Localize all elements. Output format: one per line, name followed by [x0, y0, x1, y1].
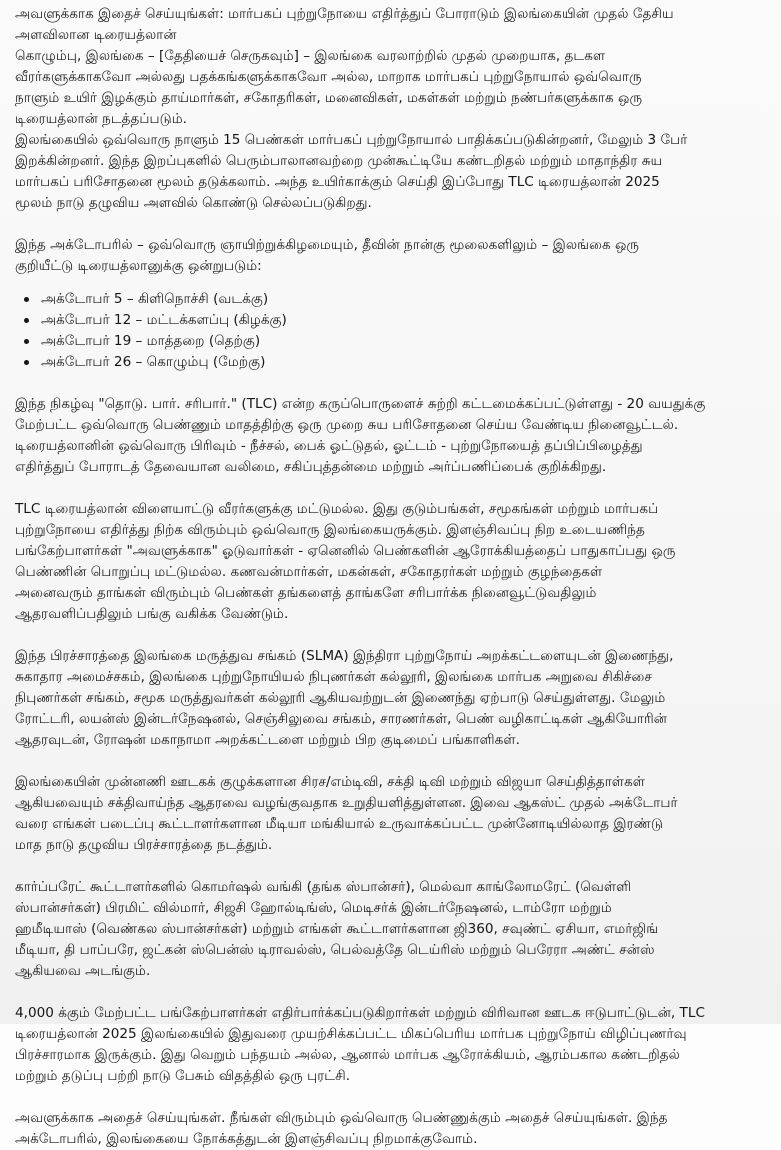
theme-line: இந்த நிகழ்வு "தொடு. பார். சரிபார்." (TLC) என்ற கருப்பொருளைச் சுற்றி கட்டமைக்கப்பட்டுள்ளது - 20 வயதுக்கு	[15, 396, 706, 412]
participants-line: ஆதரவளிப்பதிலும் பங்கு வகிக்க வேண்டும்.	[15, 606, 289, 622]
intro-line: வீரர்களுக்காகவோ அல்லது பதக்கங்களுக்காகவோ அல்ல, மாறாக மார்பகப் புற்றுநோயால் ஒவ்வொரு	[15, 69, 642, 85]
theme-line: மேற்பட்ட ஒவ்வொரு பெண்ணும் மாதத்திற்கு ஒரு முறை சுய பரிசோதனை செய்ய வேண்டிய நினைவூட்டல்.	[15, 417, 679, 433]
stats-line: மார்பகப் பரிசோதனை மூலம் தடுக்கலாம். அந்த உயிர்காக்கும் செய்தி இப்போது TLC டிரையத்லான் 2025	[15, 174, 660, 190]
media-line: இலங்கையின் முன்னணி ஊடகக் குழுக்களான சிரச/எம்டிவி, சக்தி டிவி மற்றும் விஜயா செய்தித்தாள்கள்	[15, 774, 646, 790]
impact-line: பிரச்சாரமாக இருக்கும். இது வெறும் பந்தயம் அல்ல, ஆனால் மார்பக ஆரோக்கியம், ஆரம்பகால கண்டறிதல்	[15, 1047, 680, 1063]
participants-line: அனைவரும் தாங்கள் விரும்பும் பெண்கள் தங்களைத் தாங்களே சரிபார்க்க நினைவூட்டுவதிலும்	[15, 585, 597, 601]
stats-line: இறக்கின்றனர். இந்த இறப்புகளில் பெரும்பாலானவற்றை முன்கூட்டியே கண்டறிதல் மற்றும் மாதாந்திர சுய	[15, 153, 663, 169]
sponsors-line: கார்ப்பரேட் கூட்டாளர்களில் கொமர்ஷல் வங்கி (தங்க ஸ்பான்சர்), மெல்வா காங்லோமரேட் (வெள்ளி	[15, 879, 632, 895]
headline-line: அளவிலான டிரையத்லான்	[15, 27, 177, 43]
list-item: அக்டோபர் 19 – மாத்தறை (தெற்கு)	[41, 331, 767, 352]
organizers-line: நிபுணர்கள் சங்கம், சமூக மருத்துவர்கள் கல்லூரி ஆகியவற்றுடன் இணைந்து ஏற்பாடு செய்துள்ளது. மேலும்	[15, 690, 666, 706]
participants-line: TLC டிரையத்லான் விளையாட்டு வீரர்களுக்கு மட்டுமல்ல. இது குடும்பங்கள், சமூகங்கள் மற்றும் மார்பகப்	[15, 501, 659, 517]
sponsors-line: ஹமீடியாஸ் (வெண்கல ஸ்பான்சர்கள்) மற்றும் எங்கள் கூட்டாளர்களான ஜி360, சவுண்ட் ஏசியா, எமர்ஜிங்	[15, 921, 659, 937]
sponsors-line: ஆகியவை அடங்கும்.	[15, 963, 151, 979]
stats-paragraph	[15, 130, 767, 214]
theme-paragraph	[15, 394, 767, 478]
list-item: அக்டோபர் 12 – மட்டக்களப்பு (கிழக்கு)	[41, 310, 767, 331]
media-line: வரை எங்கள் படைப்பு கூட்டாளர்களான மீடியா மங்கியால் உருவாக்கப்பட்ட முன்னோடியில்லாத இரண்டு	[15, 816, 664, 832]
impact-paragraph	[15, 1003, 767, 1087]
october-line: இந்த அக்டோபரில் – ஒவ்வொரு ஞாயிற்றுக்கிழமையும், தீவின் நான்கு மூலைகளிலும் – இலங்கை ஒரு	[15, 237, 639, 253]
impact-line: மற்றும் தடுப்பு பற்றி நாடு பேசும் விதத்தில் ஒரு புரட்சி.	[15, 1068, 351, 1084]
participants-paragraph	[15, 499, 767, 625]
media-line: ஆகியவையும் சக்திவாய்ந்த ஆதரவை வழங்குவதாக உறுதியளித்துள்ளன. இவை ஆகஸ்ட் முதல் அக்டோபர்	[15, 795, 678, 811]
organizers-paragraph	[15, 646, 767, 751]
closing-line: அவளுக்காக அதைச் செய்யுங்கள். நீங்கள் விரும்பும் ஒவ்வொரு பெண்ணுக்கும் அதைச் செய்யுங்கள். இந்த	[15, 1110, 668, 1126]
october-line: குறியீட்டு டிரையத்லானுக்கு ஒன்றுபடும்:	[15, 258, 262, 274]
stats-line: மூலம் நாடு தழுவிய அளவில் கொண்டு செல்லப்படுகிறது.	[15, 195, 372, 211]
october-paragraph	[15, 235, 767, 277]
list-item: அக்டோபர் 26 – கொழும்பு (மேற்கு)	[41, 352, 767, 373]
media-paragraph	[15, 772, 767, 856]
impact-line: டிரையத்லான் 2025 இலங்கையில் இதுவரை முயற்சிக்கப்பட்ட மிகப்பெரிய மார்பக புற்றுநோய் விழிப்புணர்வு	[15, 1026, 687, 1042]
sponsors-line: மீடியா, தி பாப்பரே, ஜட்கன் ஸ்பென்ஸ் டிராவல்ஸ், பெல்வத்தே டெய்ரிஸ் மற்றும் பெரேரா அண்ட் சன்ஸ்	[15, 942, 655, 958]
theme-line: டிரையத்லானின் ஒவ்வொரு பிரிவும் - நீச்சல், பைக் ஓட்டுதல், ஓட்டம் - புற்றுநோயைத் தப்பிப்பிழைத்து	[15, 438, 643, 454]
sponsors-paragraph	[15, 877, 767, 982]
headline-line: அவளுக்காக இதைச் செய்யுங்கள்: மார்பகப் புற்றுநோயை எதிர்த்துப் போராடும் இலங்கையின் முதல் தேசிய	[15, 6, 674, 22]
impact-line: 4,000 க்கும் மேற்பட்ட பங்கேற்பாளர்கள் எதிர்பார்க்கப்படுகிறார்கள் மற்றும் விரிவான ஊடக ஈடுபாட்டுடன், TLC	[15, 1005, 705, 1021]
intro-paragraph	[15, 46, 767, 130]
organizers-line: சுகாதார அமைச்சகம், இலங்கை புற்றுநோயியல் நிபுணர்கள் கல்லூரி, இலங்கை மார்பக அறுவை சிகிச்சை	[15, 669, 652, 685]
participants-line: பெண்ணின் பொறுப்பு மட்டுமல்ல. கணவன்மார்கள், மகன்கள், சகோதரர்கள் மற்றும் குழந்தைகள்	[15, 564, 603, 580]
headline	[15, 4, 767, 46]
organizers-line: இந்த பிரச்சாரத்தை இலங்கை மருத்துவ சங்கம் (SLMA) இந்திரா புற்றுநோய் அறக்கட்டளையுடன் இணைந்து,	[15, 648, 674, 664]
intro-line: நாளும் உயிர் இழக்கும் தாய்மார்கள், சகோதரிகள், மனைவிகள், மகள்கள் மற்றும் நண்பர்களுக்காக ஒரு	[15, 90, 643, 106]
closing-paragraph	[15, 1108, 767, 1150]
intro-line: கொழும்பு, இலங்கை – [தேதியைச் செருகவும்] – இலங்கை வரலாற்றில் முதல் முறையாக, தடகள	[15, 48, 606, 64]
participants-line: பங்கேற்பாளர்கள் "அவளுக்காக" ஓடுவார்கள் - ஏனெனில் பெண்களின் ஆரோக்கியத்தைப் பாதுகாப்பது ஒரு	[15, 543, 676, 559]
organizers-line: ஆதரவுடன், ரோஷன் மகாநாமா அறக்கட்டளை மற்றும் பிற குடிமைப் பங்காளிகள்.	[15, 732, 520, 748]
list-item: அக்டோபர் 5 – கிளிநொச்சி (வடக்கு)	[41, 289, 767, 310]
event-list	[15, 289, 767, 373]
participants-line: புற்றுநோயை எதிர்த்து நிற்க விரும்பும் ஒவ்வொரு இலங்கையருக்கும். இளஞ்சிவப்பு நிற உடையணிந்த	[15, 522, 645, 538]
intro-line: டிரையத்லான் நடத்தப்படும்.	[15, 111, 187, 127]
closing-line: அக்டோபரில், இலங்கையை நோக்கத்துடன் இளஞ்சிவப்பு நிறமாக்குவோம்.	[15, 1131, 478, 1147]
stats-line: இலங்கையில் ஒவ்வொரு நாளும் 15 பெண்கள் மார்பகப் புற்றுநோயால் பாதிக்கப்படுகின்றனர், மேலும் 3 பேர்	[15, 132, 688, 148]
organizers-line: ரோட்டரி, லயன்ஸ் இன்டர்நேஷனல், செஞ்சிலுவை சங்கம், சாரணர்கள், பெண் வழிகாட்டிகள் ஆகியோரின்	[15, 711, 667, 727]
sponsors-line: ஸ்பான்சர்கள்) பிரமிட் வில்மார், சிஜசி ஹோல்டிங்ஸ், மெடிசர்க் இன்டர்நேஷனல், டாம்ரோ மற்றும்	[15, 900, 612, 916]
theme-line: எதிர்த்துப் போராடத் தேவையான வலிமை, சகிப்புத்தன்மை மற்றும் அர்ப்பணிப்பைக் குறிக்கிறது.	[15, 459, 607, 475]
media-line: மாத நாடு தழுவிய பிரச்சாரத்தை நடத்தும்.	[15, 837, 273, 853]
